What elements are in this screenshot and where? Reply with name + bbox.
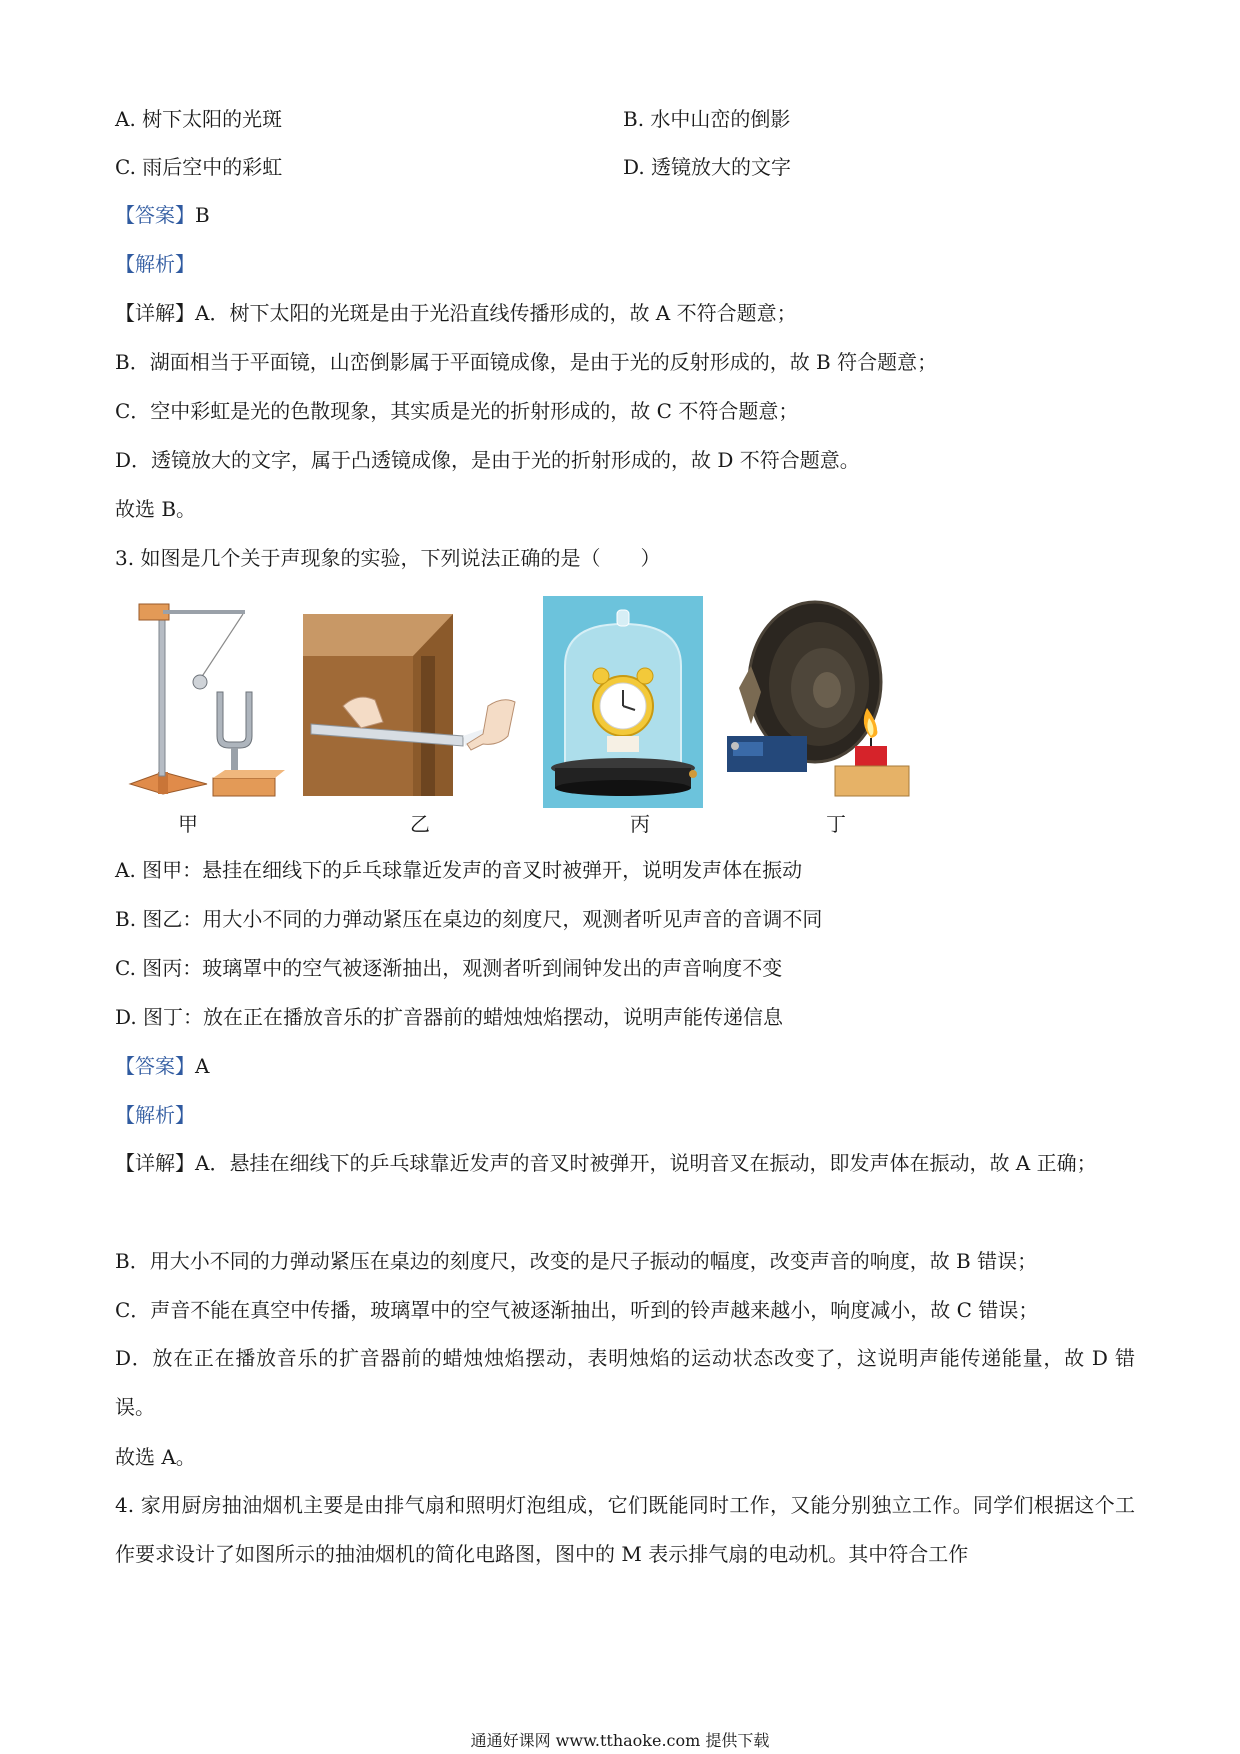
- answer-tag: 【答案】: [115, 1054, 195, 1078]
- q4-stem: 4. 家用厨房抽油烟机主要是由排气扇和照明灯泡组成，它们既能同时工作，又能分别独立工作。同学们根据这个工作要求设计了如图所示的抽油烟机的简化电路图，图中的 M 表示排气扇的电动机。其中符合工作: [115, 1493, 1135, 1566]
- q2-conclusion: 故选 B。: [115, 497, 197, 521]
- q3-analysis-tag: 【解析】: [115, 1103, 195, 1127]
- q2-detail-d: D．透镜放大的文字，属于凸透镜成像，是由于光的折射形成的，故 D 不符合题意。: [115, 448, 860, 472]
- q2-detail-b: B．湖面相当于平面镜，山峦倒影属于平面镜成像，是由于光的反射形成的，故 B 符合题意；: [115, 350, 938, 374]
- q2-detail-a: [115, 298, 797, 328]
- q3-option-a: A. 图甲：悬挂在细线下的乒乓球靠近发声的音叉时被弹开，说明发声体在振动: [115, 858, 803, 882]
- detail-text: A．树下太阳的光斑是由于光沿直线传播形成的，故 A 不符合题意；: [195, 301, 797, 325]
- q3-answer: [115, 1051, 209, 1081]
- figure-caption-jia: 甲: [178, 812, 198, 836]
- q3-detail-b: B．用大小不同的力弹动紧压在桌边的刻度尺，改变的是尺子振动的幅度，改变声音的响度，故 B 错误；: [115, 1249, 1038, 1273]
- q3-detail-c: C．声音不能在真空中传播，玻璃罩中的空气被逐渐抽出，听到的铃声越来越小，响度减小，故 C 错误；: [115, 1298, 1039, 1322]
- q2-option-a: A. 树下太阳的光斑: [115, 107, 283, 131]
- detail-tag: 【详解】: [115, 1151, 195, 1175]
- answer-value: B: [195, 203, 210, 227]
- figure-caption-yi: 乙: [410, 812, 430, 836]
- q2-option-b: B. 水中山峦的倒影: [623, 107, 791, 131]
- q3-option-d: D. 图丁：放在正在播放音乐的扩音器前的蜡烛烛焰摆动，说明声能传递信息: [115, 1005, 784, 1029]
- q2-detail-c: C．空中彩虹是光的色散现象，其实质是光的折射形成的，故 C 不符合题意；: [115, 399, 799, 423]
- q2-analysis-tag: 【解析】: [115, 252, 195, 276]
- figure-caption-ding: 丁: [826, 812, 846, 836]
- q2-option-c: C. 雨后空中的彩虹: [115, 155, 283, 179]
- q3-stem: 3. 如图是几个关于声现象的实验，下列说法正确的是（ ）: [115, 546, 661, 570]
- q3-detail-a: [115, 1139, 1135, 1188]
- detail-tag: 【详解】: [115, 301, 195, 325]
- q3-option-b: B. 图乙：用大小不同的力弹动紧压在桌边的刻度尺，观测者听见声音的音调不同: [115, 907, 823, 931]
- q3-conclusion: 故选 A。: [115, 1445, 196, 1469]
- figure-caption-bing: 丙: [630, 812, 650, 836]
- answer-tag: 【答案】: [115, 203, 195, 227]
- detail-text: A．悬挂在细线下的乒乓球靠近发声的音叉时被弹开，说明音叉在振动，即发声体在振动，故 A 正确；: [195, 1151, 1097, 1175]
- q3-figure-row: [125, 596, 945, 836]
- answer-value: A: [195, 1054, 210, 1078]
- page-footer: 通通好课网 www.tthaoke.com 提供下载: [470, 1731, 770, 1750]
- speaker-candle-illustration: [727, 596, 922, 806]
- q2-option-d: D. 透镜放大的文字: [623, 155, 792, 179]
- ruler-table-illustration: [303, 596, 518, 806]
- bell-jar-clock-illustration: [543, 596, 703, 808]
- q3-option-c: C. 图丙：玻璃罩中的空气被逐渐抽出，观测者听到闹钟发出的声音响度不变: [115, 956, 783, 980]
- tuning-fork-pendulum-illustration: [125, 596, 300, 806]
- q2-answer: [115, 200, 210, 230]
- q3-detail-d: D．放在正在播放音乐的扩音器前的蜡烛烛焰摆动，表明烛焰的运动状态改变了，这说明声能传递能量，故 D 错误。: [115, 1346, 1135, 1419]
